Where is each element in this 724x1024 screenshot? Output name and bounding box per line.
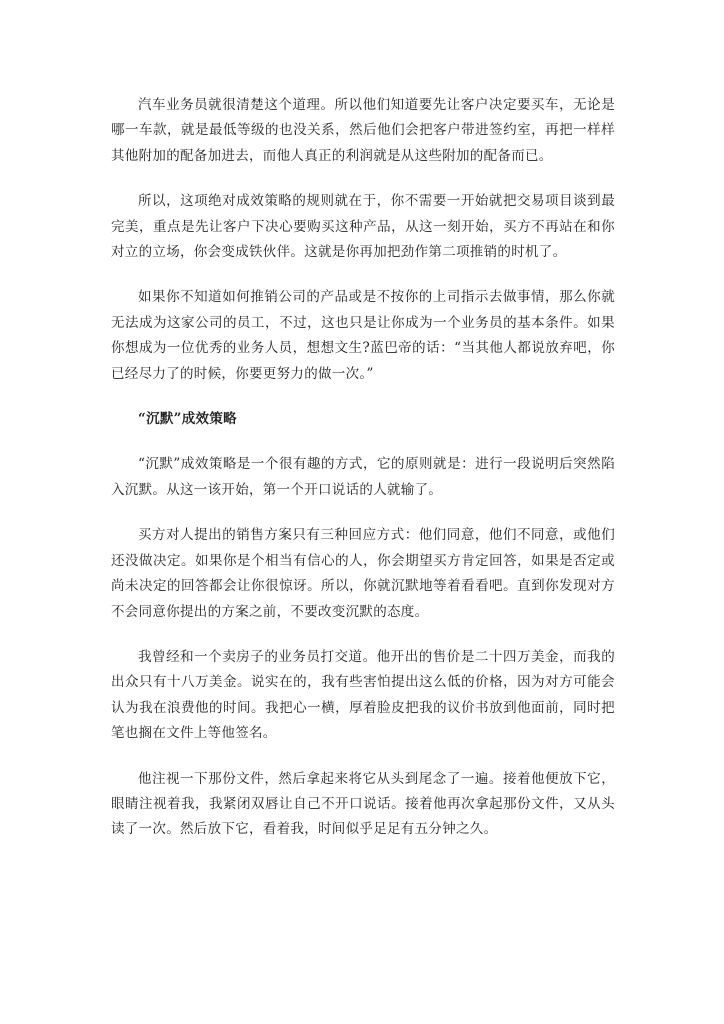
- paragraph: 我曾经和一个卖房子的业务员打交道。他开出的售价是二十四万美金，而我的出众只有十八万美金。说实在的，我有些害怕提出这么低的价格，因为对方可能会认为我在浪费他的时间。我把心一横，厚着脸皮把我的议价书放到他面前，同时把笔也搁在文件上等他签名。: [111, 648, 615, 742]
- paragraph: 如果你不知道如何推销公司的产品或是不按你的上司指示去做事情，那么你就无法成为这家公司的员工，不过，这也只是让你成为一个业务员的基本条件。如果你想成为一位优秀的业务人员，想想文生?蓝巴帝的话：“当其他人都说放弃吧，你已经尽力了的时候，你要更努力的做一次。”: [111, 289, 615, 382]
- paragraph: 他注视一下那份文件，然后拿起来将它从头到尾念了一遍。接着他便放下它，眼睛注视着我，我紧闭双唇让自己不开口说话。接着他再次拿起那份文件，又从头读了一次。然后放下它，看着我，时间似乎足足有五分钟之久。: [111, 770, 615, 838]
- section-heading: “沉默”成效策略: [138, 411, 237, 428]
- paragraph: 买方对人提出的销售方案只有三种回应方式：他们同意，他们不同意，或他们还没做决定。如果你是个相当有信心的人，你会期望买方肯定回答，如果是否定或尚未决定的回答都会让你很惊讶。所以，你就沉默地等着看看吧。直到你发现对方不会同意你提出的方案之前，不要改变沉默的态度。: [111, 527, 615, 620]
- paragraph: 所以，这项绝对成效策略的规则就在于，你不需要一开始就把交易项目谈到最完美，重点是先让客户下决心要购买这种产品，从这一刻开始，买方不再站在和你对立的立场，你会变成铁伙伴。这就是你再加把劲作第二项推销的时机了。: [111, 193, 615, 261]
- paragraph: “沉默”成效策略是一个很有趣的方式，它的原则就是：进行一段说明后突然陷入沉默。从这一该开始，第一个开口说话的人就输了。: [111, 456, 615, 498]
- document-body: [111, 93, 615, 863]
- paragraph: 汽车业务员就很清楚这个道理。所以他们知道要先让客户决定要买车，无论是哪一车款，就是最低等级的也没关系，然后他们会把客户带进签约室，再把一样样其他附加的配备加进去，而他人真正的利润就是从这些附加的配备而已。: [111, 97, 615, 164]
